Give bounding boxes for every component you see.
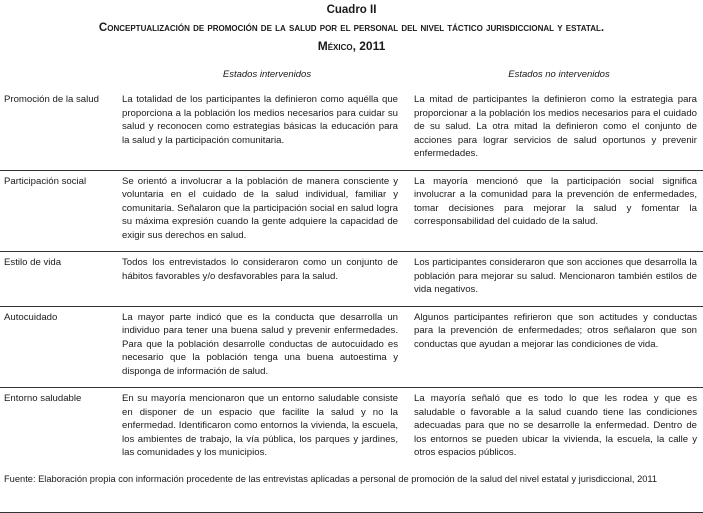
no-intervenidos-cell: La mitad de participantes la definieron como la estrategia para proporcionar a la población los medios necesarios para el cuidado de su salud. La otra mitad la definieron como el conjunto de acciones para lograr servicios de salud oportunos y prevenir enfermedades. <box>414 89 703 170</box>
table-title: Conceptualización de promoción de la salud por el personal del nivel táctico jurisdiccional y estatal. <box>98 22 605 34</box>
concept-cell: Entorno saludable <box>4 393 82 404</box>
no-intervenidos-cell: Los participantes consideraron que son acciones que desarrolla la población para mejorar su salud. Mencionaron también estilos de vida negativos. <box>414 252 703 307</box>
table-row <box>0 252 703 307</box>
table-place-year: México, 2011 <box>317 39 386 53</box>
table-row <box>0 170 703 252</box>
source-note: Fuente: Elaboración propia con información procedente de las entrevistas aplicadas a personal de promoción de la salud del nivel estatal y jurisdiccional, 2011 <box>4 473 658 484</box>
bottom-rule <box>0 512 703 513</box>
intervenidos-cell: Todos los entrevistados lo consideraron como un conjunto de hábitos favorables y/o desfavorables para la salud. <box>122 252 414 307</box>
no-intervenidos-cell: La mayoría mencionó que la participación social significa involucrar a la comunidad para la prevención de enfermedades, tomar decisiones para mejorar la salud y fomentar la corresponsabilidad del cuidado de la salud. <box>414 170 703 252</box>
column-headers <box>0 68 703 81</box>
concept-cell: Autocuidado <box>0 306 122 388</box>
column-header-intervenidos: Estados intervenidos <box>222 69 312 80</box>
intervenidos-cell: La mayor parte indicó que es la conducta que desarrolla un individuo para tener una buena salud y prevenir enfermedades. Para que la población desarrolle conductas de autocuidado es necesario que la población tenga una buena autoestima y disponga de información de salud. <box>122 306 414 388</box>
concept-cell: Participación social <box>0 170 122 252</box>
table-number: Cuadro II <box>326 4 377 16</box>
intervenidos-cell: En su mayoría mencionaron que un entorno saludable consiste en disponer de un espacio que facilite la salud y no la enfermedad. Identificaron como entornos la vivienda, la escuela, los ambientes de trabajo, la vía pública, los parques y jardines, las comunidades y los municipios. <box>122 393 398 458</box>
no-intervenidos-cell: La mayoría señaló que es todo lo que les rodea y que es saludable o favorable a la salud cuando tiene las condiciones adecuadas para que no se desarrolle la enfermedad. Dentro de los entornos se pueden ubicar la vivienda, la escuela, la calle y otros espacios públicos. <box>414 393 697 458</box>
intervenidos-cell: La totalidad de los participantes la definieron como aquélla que proporciona a la población los medios necesarios para cuidar su salud y reconocen como estrategias básicas la educación para la salud y la participación comunitaria. <box>122 89 414 170</box>
table-row <box>0 89 703 170</box>
header-spacer <box>0 68 122 81</box>
column-header-no-intervenidos: Estados no intervenidos <box>508 69 610 80</box>
intervenidos-cell: Se orientó a involucrar a la población de manera consciente y voluntaria en el cuidado de la salud individual, familiar y comunitaria. Señalaron que la participación social en salud logra su máxima expresión cuando la gente adquiere la capacidad de exigir sus derechos en salud. <box>122 170 414 252</box>
concept-table <box>0 89 703 469</box>
table-row <box>0 388 703 469</box>
concept-cell: Estilo de vida <box>0 252 122 307</box>
concept-cell: Promoción de la salud <box>0 89 122 170</box>
table-row <box>0 306 703 388</box>
no-intervenidos-cell: Algunos participantes refirieron que son actitudes y conductas para la prevención de enfermedades; otros señalaron que son conductas que ayudan a mejorar las condiciones de vida. <box>414 306 703 388</box>
